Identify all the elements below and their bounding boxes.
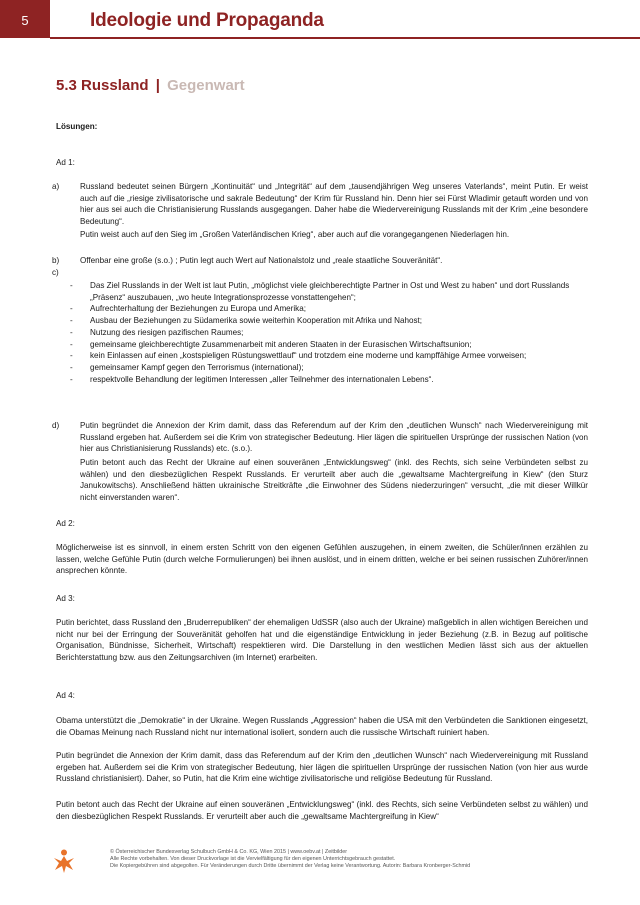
- ad1-c-label: c): [52, 268, 59, 277]
- page-header: [0, 0, 640, 38]
- footer-copyright: [110, 849, 590, 871]
- section-subtitle: Gegenwart: [167, 77, 245, 94]
- ad4-text-2: Putin begründet die Annexion der Krim damit, dass das Referendum auf der Krim den „deutlichen Wunsch“ nach Wiedervereinigung mit Russland ergeben hat. Außerdem sei die Krim von strategischer Bedeutung, hier lägen die spirituellen Ursprünge der russischen Nation (von hier aus wurde Russland christianisiert). Daher, so Putin, hat die Krim eine wichtige zivilisatorische und religiöse Bedeutung für Russland.: [56, 751, 588, 784]
- ad2-label: Ad 2:: [56, 519, 75, 528]
- chapter-number-badge: 5: [0, 0, 50, 38]
- list-item: - kein Einlassen auf einen „kostspieligen Rüstungswettlauf“ und trotzdem eine moderne und kampffähige Armee vorweisen;: [70, 351, 527, 361]
- section-heading: [56, 77, 245, 94]
- ad1-a-label: a): [52, 182, 60, 191]
- ad1-d-text-1: Putin begründet die Annexion der Krim damit, dass das Referendum auf der Krim den „deutlichen Wunsch“ nach Wiedervereinigung mit Russland ergeben hat. Außerdem sei die Krim von strategischer Bedeutung. Hier lägen die spirituellen Ursprünge der russischen Nation (von hier aus Christianisierung Russlands) etc. (s.o.).: [80, 421, 588, 454]
- list-item: - gemeinsamer Kampf gegen den Terrorismus (international);: [70, 362, 304, 372]
- list-item: - Das Ziel Russlands in der Welt ist laut Putin, „möglichst viele gleichberechtigte Partner in Ost und West zu haben“ und dort Russlands „Präsenz“ auszubauen, „wo heute Integrationsprozesse vonstattengehen“;: [70, 281, 570, 302]
- list-item: - gemeinsame gleichberechtigte Zusammenarbeit mit anderen Staaten in der Eurasischen Wirtschaftsunion;: [70, 339, 472, 349]
- ad2-text: Möglicherweise ist es sinnvoll, in einem ersten Schritt von den eigenen Gefühlen auszugehen, in einem zweiten, die Schüler/innen erzählen zu lassen, welche Gefühle Putin (durch welche Formulierungen) bei ihnen auslöst, und in einem dritten, welche er bei seinen russischen Zuhörer/innen ansprechen könnte.: [56, 543, 588, 576]
- ad3-label: Ad 3:: [56, 594, 75, 603]
- ad3-text: Putin berichtet, dass Russland den „Bruderrepubliken“ der ehemaligen UdSSR (also auch der Ukraine) maßgeblich in allen wichtigen Bereichen und nicht nur bei der Erringung der Souveränität geholfen hat und die eigenständige Entwicklung in jeder Beziehung (z.B. in Bezug auf politische Organisation, Bündnisse, Sicherheit, Wirtschaft) respektieren wird. Die Darstellung in den westlichen Medien lässt sich aus der aktuellen Berichterstattung bzw. aus den Zeitungsarchiven (im Internet) erarbeiten.: [56, 618, 588, 663]
- footer-line-2: Alle Rechte vorbehalten. Von dieser Druckvorlage ist die Vervielfältigung für den eigenen Unterrichtsgebrauch gestattet.: [110, 856, 396, 863]
- ad1-label: Ad 1:: [56, 158, 75, 167]
- ad1-b-label: b): [52, 256, 60, 265]
- header-rule: [50, 37, 640, 39]
- section-name: Russland: [81, 77, 149, 94]
- ad4-label: Ad 4:: [56, 691, 75, 700]
- ad1-a-text-1: Russland bedeutet seinen Bürgern „Kontinuität“ und „Integrität“ auf dem „tausendjährigen Weg unseres Vaterlands“, meint Putin. Er weist auch auf die „riesige zivilisatorische und sakrale Bedeutung“ der Krim für Russland hin. Denn hier sei Fürst Wladimir getauft worden und von hier aus sei auch die Christianisierung Russlands ausgegangen. Daher habe die Wiedervereinigung Russlands mit der Krim „eine besondere Bedeutung“.: [80, 182, 588, 227]
- list-item: - Aufrechterhaltung der Beziehungen zu Europa und Amerika;: [70, 304, 306, 314]
- ad1-c-list: [70, 280, 590, 385]
- list-item: - Nutzung des riesigen pazifischen Raumes;: [70, 327, 244, 337]
- oebv-star-logo-icon: [52, 849, 76, 875]
- ad1-d-text-2: Putin betont auch das Recht der Ukraine auf einen souveränen „Entwicklungsweg“ (inkl. des Rechts, sich seine Verbündeten selbst zu wählen) und den diesbezüglichen Respekt Russlands. Er verurteilt aber auch die „gewaltsame Machtergreifung in Kiew“ (den Sturz Janukowitschs). Anschließend hätten ukrainische Streitkräfte „die Einwohner des Südens niederzuringen“ versucht, „die mit dieser Willkür nicht einverstanden waren“.: [80, 458, 588, 503]
- ad1-b-text: Offenbar eine große (s.o.) ; Putin legt auch Wert auf Nationalstolz und „reale staatliche Souveränität“.: [80, 256, 443, 265]
- ad4-text-1: Obama unterstützt die „Demokratie“ in der Ukraine. Wegen Russlands „Aggression“ haben die USA mit den Verbündeten die Sanktionen eingesetzt, die Obamas Meinung nach Russland nicht nur international isoliert, sondern auch die russische Wirtschaft ruiniert haben.: [56, 716, 588, 737]
- section-number: 5.3: [56, 77, 77, 94]
- solutions-label: Lösungen:: [56, 122, 98, 131]
- chapter-title: Ideologie und Propaganda: [90, 10, 324, 31]
- section-separator: |: [155, 77, 160, 94]
- list-item: - Ausbau der Beziehungen zu Südamerika sowie weiterhin Kooperation mit Afrika und Nahost;: [70, 316, 423, 326]
- footer-line-1: © Österreichischer Bundesverlag Schulbuch GmbH & Co. KG, Wien 2015 | www.oebv.at | Zeitbilder: [110, 849, 348, 855]
- list-item: - respektvolle Behandlung der legitimen Interessen „aller Teilnehmer des internationalen Lebens“.: [70, 374, 434, 384]
- ad1-d-label: d): [52, 421, 60, 430]
- ad4-text-3: Putin betont auch das Recht der Ukraine auf einen souveränen „Entwicklungsweg“ (inkl. des Rechts, sich seine Verbündeten selbst zu wählen) und den diesbezüglichen Respekt Russlands. Er verurteilt aber auch die „gewaltsame Machtergreifung in Kiew“: [56, 800, 588, 821]
- ad1-a-text-2: Putin weist auch auf den Sieg im „Großen Vaterländischen Krieg“, aber auch auf die vorangegangenen Niederlagen hin.: [80, 230, 510, 239]
- footer-line-3: Die Kopiergebühren sind abgegolten. Für Veränderungen durch Dritte übernimmt der Verlag keine Verantwortung. Autorin: Barbara Kronberger-Schmid: [110, 863, 471, 870]
